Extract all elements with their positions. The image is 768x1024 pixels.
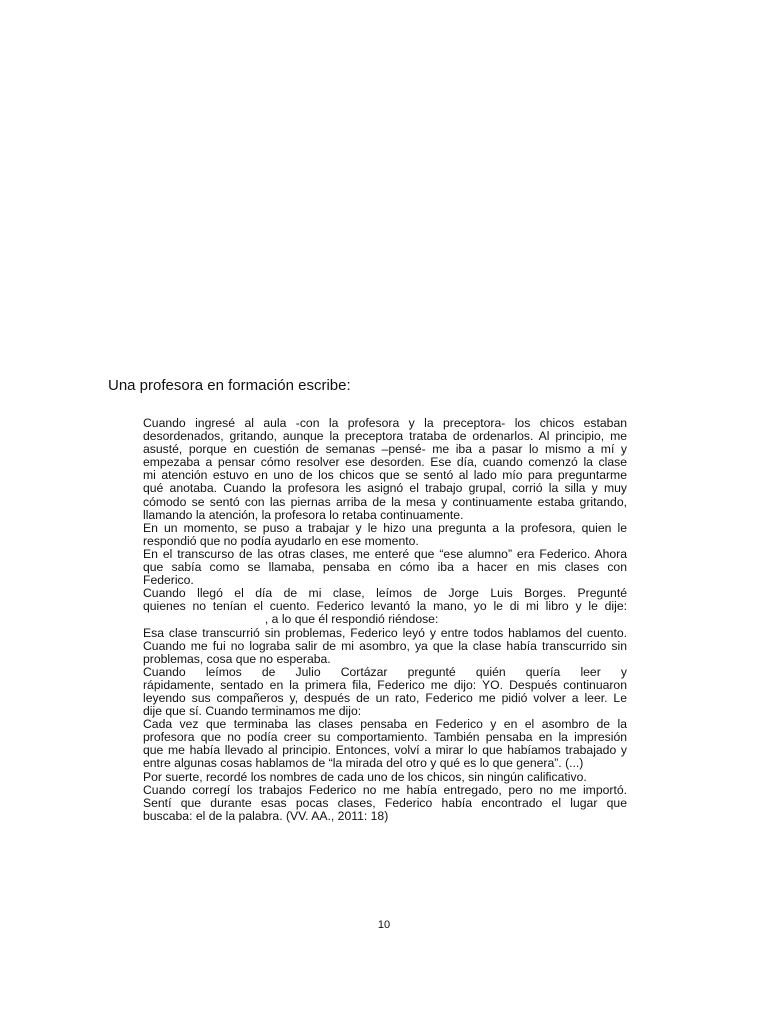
- quote-line: Por suerte, recordé los nombres de cada uno de los chicos, sin ningún calificativo.: [143, 769, 587, 784]
- quote-line: cómodo se sentó con las piernas arriba de la mesa y continuamente estaba gritando,: [143, 494, 627, 509]
- quote-line: entre algunas cosas hablamos de “la mirada del otro y qué es lo que genera”. (...): [143, 756, 584, 771]
- quote-line: rápidamente, sentado en la primera fila, Federico me dijo: YO. Después continuaron: [143, 677, 627, 692]
- quote-line: En un momento, se puso a trabajar y le hizo una pregunta a la profesora, quien le: [143, 520, 627, 535]
- quote-line: desordenados, gritando, aunque la preceptora trataba de ordenarlos. Al principio, me: [143, 429, 627, 444]
- section-heading: Una profesora en formación escribe:: [108, 377, 351, 394]
- quote-line: asusté, porque en cuestión de semanas –pensé- me iba a pasar lo mismo a mí y: [143, 442, 627, 457]
- quote-line: dije que sí. Cuando terminamos me dijo:: [143, 704, 362, 719]
- quote-line: Esa clase transcurrió sin problemas, Federico leyó y entre todos hablamos del cuento.: [143, 625, 627, 640]
- quote-line: buscaba: el de la palabra. (VV. AA., 2011: 18): [143, 808, 389, 823]
- quote-line: Sentí que durante esas pocas clases, Federico había encontrado el lugar que: [143, 795, 627, 810]
- quote-line: quienes no tenían el cuento. Federico levantó la mano, yo le di mi libro y le dije:: [143, 599, 627, 614]
- quoted-passage: [143, 417, 627, 823]
- quote-line: qué anotaba. Cuando la profesora les asignó el trabajo grupal, corrió la silla y muy: [143, 481, 627, 496]
- quote-line: Cuando ingresé al aula -con la profesora y la preceptora- los chicos estaban: [143, 416, 627, 430]
- quote-line: Cuando leímos de Julio Cortázar pregunté quién quería leer y: [143, 664, 627, 679]
- quote-line: Cuando llegó el día de mi clase, leímos de Jorge Luis Borges. Pregunté: [143, 586, 627, 601]
- quote-line: empezaba a pensar cómo resolver ese desorden. Ese día, cuando comenzó la clase: [143, 455, 627, 470]
- quote-line: problemas, cosa que no esperaba.: [143, 651, 331, 666]
- quote-line: Federico.: [143, 573, 194, 588]
- quote-line: Cuando corregí los trabajos Federico no me había entregado, pero no me importó.: [143, 782, 627, 797]
- quote-line: , a lo que él respondió riéndose:: [143, 612, 439, 627]
- page-number: 10: [377, 919, 391, 931]
- quote-line: que sabía como se llamaba, pensaba en cómo iba a hacer en mis clases con: [143, 560, 627, 575]
- quote-line: En el transcurso de las otras clases, me enteré que “ese alumno” era Federico. Ahora: [143, 546, 627, 561]
- quote-line: leyendo sus compañeros y, después de un rato, Federico me pidió volver a leer. Le: [143, 690, 627, 705]
- quote-line: profesora que no podía creer su comportamiento. También pensaba en la impresión: [143, 730, 627, 745]
- quote-line: Cada vez que terminaba las clases pensaba en Federico y en el asombro de la: [143, 717, 627, 732]
- quote-line: mi atención estuvo en uno de los chicos que se sentó al lado mío para preguntarme: [143, 468, 627, 483]
- quote-line: respondió que no podía ayudarlo en ese momento.: [143, 533, 419, 548]
- quote-line: Cuando me fui no lograba salir de mi asombro, ya que la clase había transcurrido sin: [143, 638, 627, 653]
- quote-line: llamando la atención, la profesora lo retaba continuamente.: [143, 507, 464, 522]
- quote-line: que me había llevado al principio. Entonces, volví a mirar lo que habíamos trabajado y: [143, 743, 627, 758]
